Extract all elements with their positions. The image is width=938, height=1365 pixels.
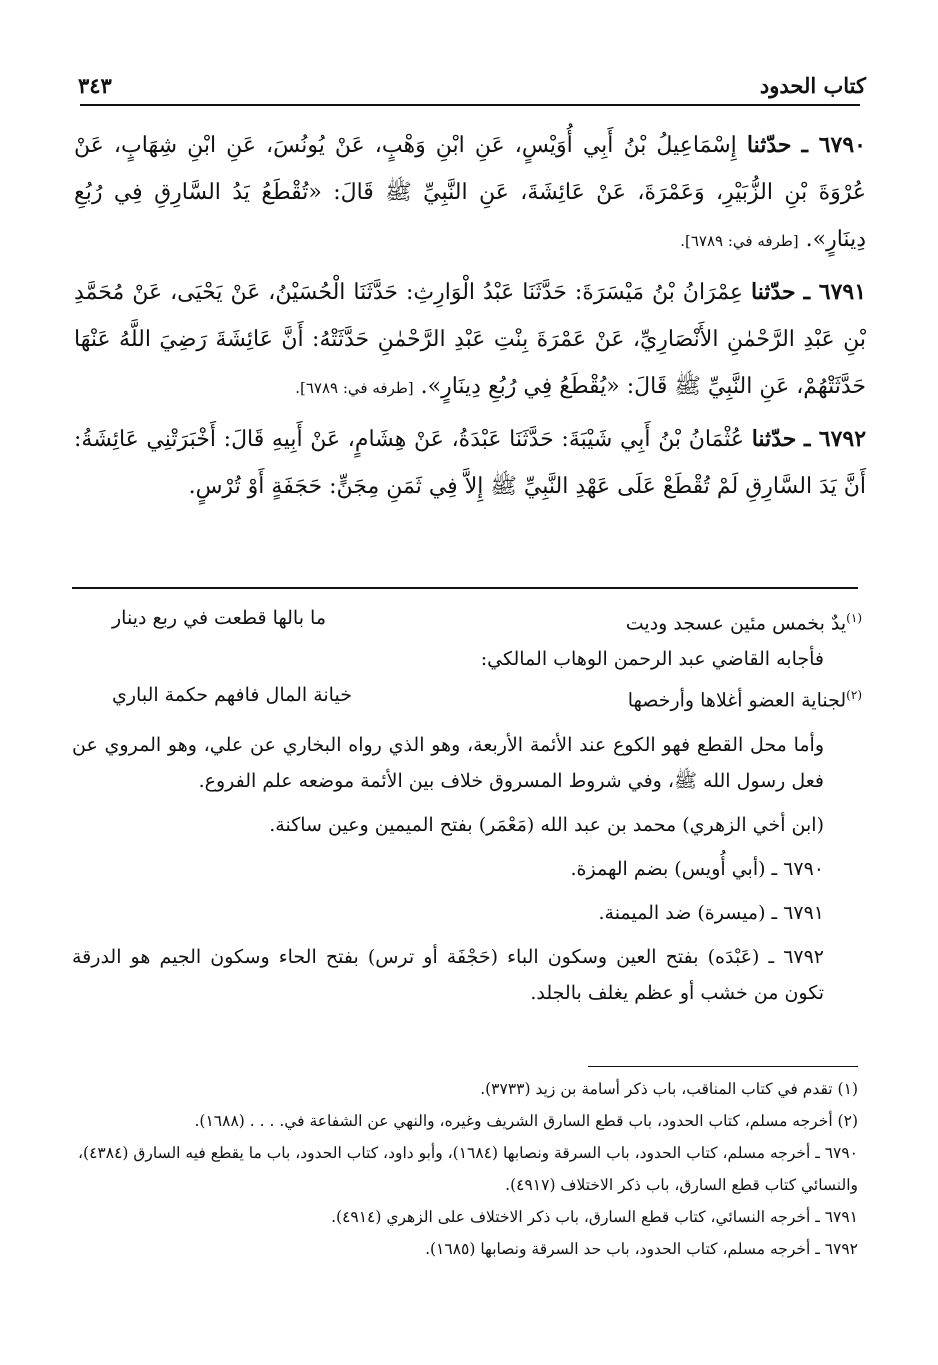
header-rule xyxy=(80,104,860,106)
footnote: ٦٧٩١ ـ أخرجه النسائي، كتاب قطع السارق، باب ذكر الاختلاف على الزهري (٤٩١٤). xyxy=(331,1208,858,1226)
hadith-cross-ref: [طرفه في: ٦٧٨٩]. xyxy=(295,379,414,397)
verse-first-hemistich: $^{(١)}$يدٌ بخمس مئين عسجد وديت xyxy=(625,611,862,635)
footnote: ٦٧٩٢ ـ أخرجه مسلم، كتاب الحدود، باب حد السرقة ونصابها (١٦٨٥). xyxy=(425,1240,858,1258)
page-header xyxy=(78,68,866,102)
hadith-number: ٦٧٩٢ ـ xyxy=(803,426,867,452)
hadith-section xyxy=(74,122,866,514)
hadith-lead: حدّثنا xyxy=(746,132,792,158)
hadith-6790 xyxy=(74,122,866,265)
commentary-note: ٦٧٩٠ ـ (أبي أُويس) بضم الهمزة. xyxy=(570,857,824,880)
verse-first-hemistich: $^{(٢)}$لجناية العضو أغلاها وأرخصها xyxy=(627,688,862,712)
commentary-note: ٦٧٩٢ ـ (عَبْدَه) بفتح العين وسكون الباء (حَجْفَة أو ترس) بفتح الحاء وسكون الجيم هو الدرقة تكون من خشب أو عظم يغلف بالجلد. xyxy=(72,945,825,1004)
hadith-text: عِمْرَانُ بْنُ مَيْسَرَةَ: حَدَّثَنَا عَبْدُ الْوَارِثِ: حَدَّثَنَا الْحُسَيْنُ، عَنْ يَحْيَى، عَنْ مُحَمَّدِ بْنِ عَبْدِ الرَّحْمٰنِ الأَنْصَارِيِّ، عَنْ عَمْرَةَ بِنْتِ عَبْدِ الرَّحْمٰنِ حَدَّثَتْهُ: أَنَّ عَائِشَةَ رَضِيَ اللَّهُ عَنْهَا حَدَّثَتْهُمْ، عَنِ النَّبِيِّ ﷺ قَالَ: «يُقْطَعُ فِي رُبُعِ دِينَارٍ». xyxy=(74,280,866,399)
page-number: ٣٤٣ xyxy=(78,72,112,98)
hadith-text: إِسْمَاعِيلُ بْنُ أَبِي أُوَيْسٍ، عَنِ ابْنِ وَهْبٍ، عَنْ يُونُسَ، عَنِ ابْنِ شِهَابٍ، عَنْ عُرْوَةَ بْنِ الزُّبَيْرِ، وَعَمْرَةَ، عَنْ عَائِشَةَ، عَنِ النَّبِيِّ ﷺ قَالَ: «تُقْطَعُ يَدُ السَّارِقِ فِي رُبُعِ دِينَارٍ». xyxy=(74,133,866,252)
poem-verse-1 xyxy=(72,600,862,641)
poem-verse-2 xyxy=(72,677,862,718)
commentary-rule xyxy=(72,587,858,589)
verse-second-hemistich: خيانة المال فافهم حكمة الباري xyxy=(112,684,352,707)
footnote-marker: (٢) xyxy=(846,688,862,703)
footnote: (١) تقدم في كتاب المناقب، باب ذكر أسامة بن زيد (٣٧٣٣). xyxy=(480,1080,858,1098)
footnotes-section xyxy=(74,1073,858,1265)
commentary-note: ٦٧٩١ ـ (ميسرة) ضد الميمنة. xyxy=(598,901,824,924)
hadith-text: عُثْمَانُ بْنُ أَبِي شَيْبَةَ: حَدَّثَنَا عَبْدَةُ، عَنْ هِشَامٍ، عَنْ أَبِيهِ قَالَ: أَخْبَرَتْنِي عَائِشَةُ: أَنَّ يَدَ السَّارِقِ لَمْ تُقْطَعْ عَلَى عَهْدِ النَّبِيِّ ﷺ إِلاَّ فِي ثَمَنِ مِجَنٍّ: حَجَفَةٍ أَوْ تُرْسٍ. xyxy=(74,427,866,499)
hadith-number: ٦٧٩٠ ـ xyxy=(801,132,866,158)
footnote-marker: (١) xyxy=(846,611,862,625)
footnote: ٦٧٩٠ ـ أخرجه مسلم، كتاب الحدود، باب السرقة ونصابها (١٦٨٤)، وأبو داود، كتاب الحدود، باب ما يقطع فيه السارق (٤٣٨٤)، والنسائي كتاب قطع السارق، باب ذكر الاختلاف (٤٩١٧). xyxy=(78,1144,858,1194)
hadith-number: ٦٧٩١ ـ xyxy=(803,279,867,305)
hadith-6792 xyxy=(74,416,866,510)
chapter-title: كتاب الحدود xyxy=(759,72,866,98)
hadith-lead: حدّثنا xyxy=(751,426,797,452)
commentary-section xyxy=(72,600,862,1011)
hadith-6791 xyxy=(74,269,866,412)
verse-second-hemistich: ما بالها قطعت في ربع دينار xyxy=(112,607,327,629)
commentary-paragraph: وأما محل القطع فهو الكوع عند الأئمة الأربعة، وهو الذي رواه البخاري عن علي، وهو المروي عن فعل رسول الله ﷺ، وفي شروط المسروق خلاف بين الأئمة موضعه علم الفروع. xyxy=(72,733,824,792)
hadith-lead: حدّثنا xyxy=(751,279,796,305)
footnote-rule xyxy=(588,1066,858,1067)
reply-line: فأجابه القاضي عبد الرحمن الوهاب المالكي: xyxy=(480,648,824,671)
commentary-note: (ابن أخي الزهري) محمد بن عبد الله (مَعْمَر) بفتح الميمين وعين ساكنة. xyxy=(269,813,824,836)
hadith-cross-ref: [طرفه في: ٦٧٨٩]. xyxy=(680,232,799,250)
footnote: (٢) أخرجه مسلم، كتاب الحدود، باب قطع السارق الشريف وغيره، والنهي عن الشفاعة في. . . . (١٦٨٨). xyxy=(194,1112,858,1130)
